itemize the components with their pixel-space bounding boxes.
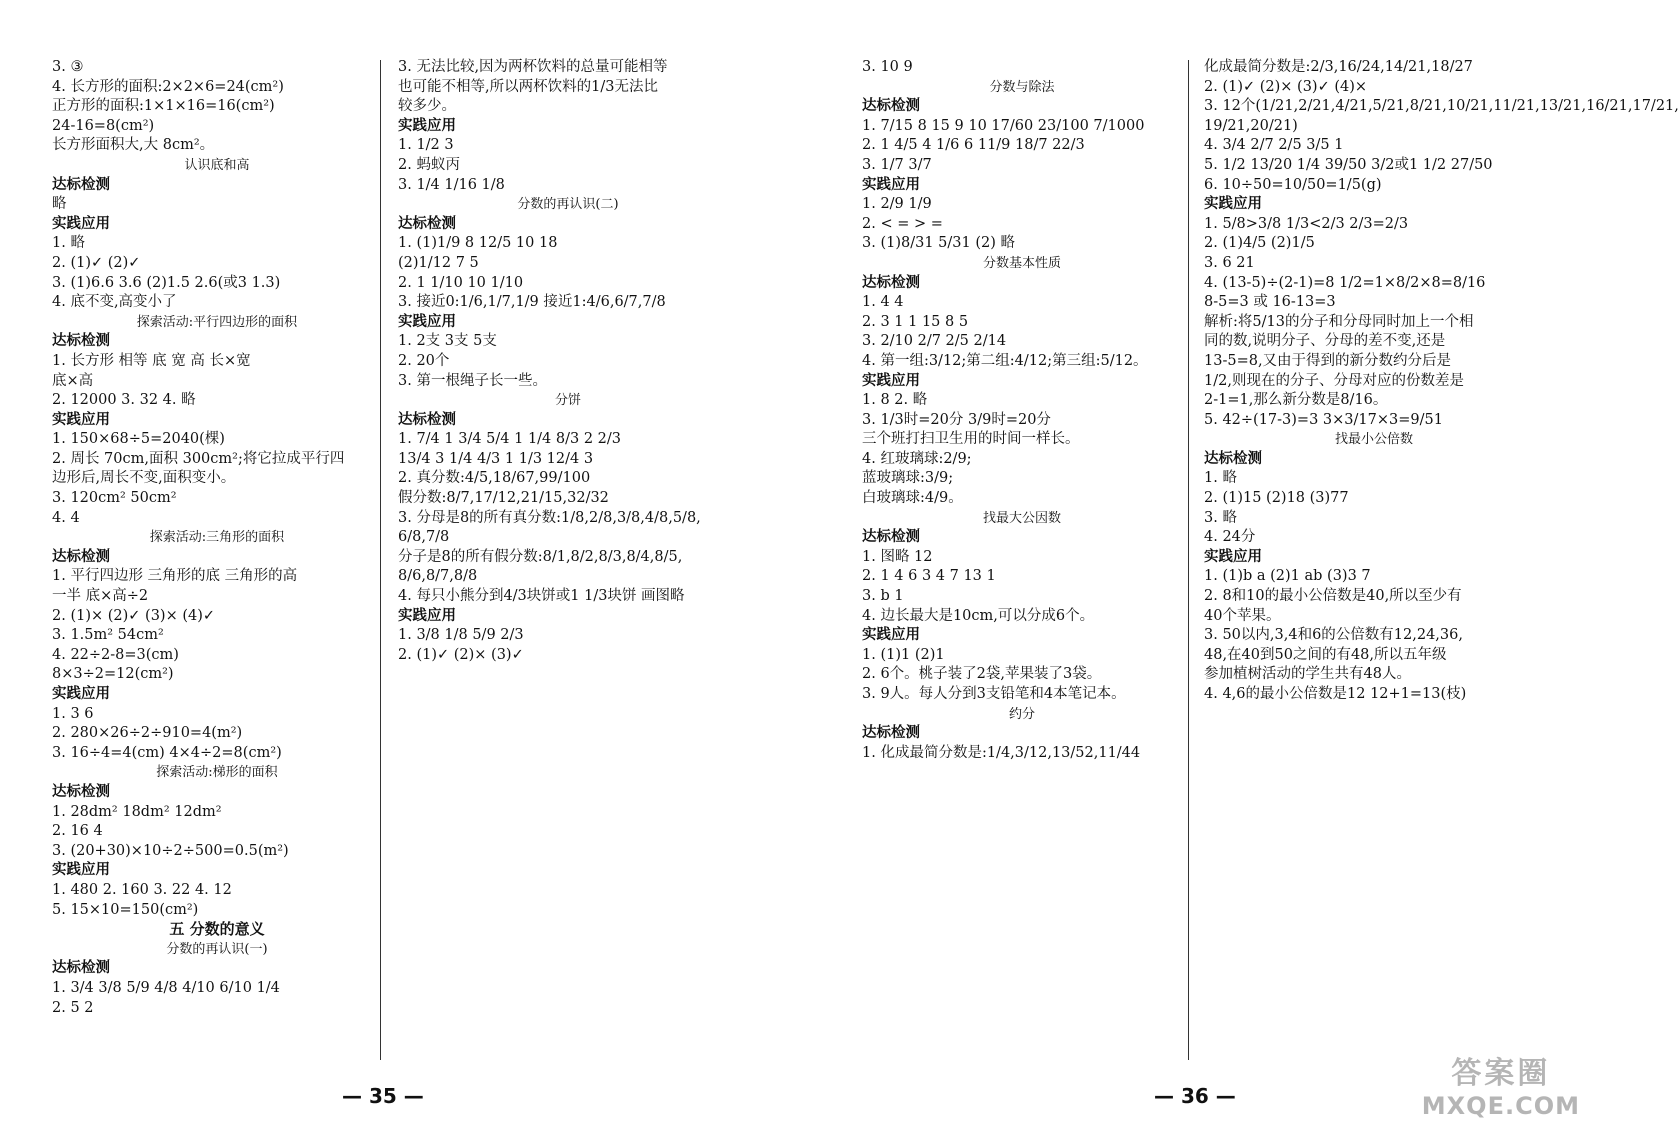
answer-line: 4. 22÷2-8=3(cm) [52, 646, 179, 663]
answer-line: 2. 280×26÷2÷910=4(m²) [52, 725, 243, 742]
answer-line: 2. 3 1 1 15 8 5 [862, 313, 969, 330]
topic-title: 分数的再认识(一) [166, 941, 268, 957]
topic-title: 分数的再认识(二) [517, 197, 619, 213]
answer-line: 4. 红玻璃球:2/9; [862, 450, 972, 467]
topic-title: 认识底和高 [184, 157, 250, 173]
answer-line: 2. 6个。桃子装了2袋,苹果装了3袋。 [862, 666, 1102, 683]
section-heading: 实践应用 [52, 686, 110, 702]
answer-line: 2. 蚂蚁丙 [398, 156, 460, 173]
answer-line: 1. (1)1 (2)1 [862, 646, 945, 663]
answer-line: 5. 1/2 13/20 1/4 39/50 3/2或1 1/2 27/50 [1204, 156, 1493, 173]
answer-line: 4. 底不变,高变小了 [52, 294, 177, 311]
answer-line: 2. (1)4/5 (2)1/5 [1204, 235, 1315, 252]
answer-line: 1. 480 2. 160 3. 22 4. 12 [52, 881, 232, 898]
section-heading: 实践应用 [862, 176, 920, 193]
answer-line: 1. 平行四边形 三角形的底 三角形的高 [52, 568, 298, 585]
answer-line: 边形后,周长不变,面积变小。 [52, 470, 236, 487]
answer-line: 19/21,20/21) [1204, 117, 1298, 134]
answer-line: 3. 1/7 3/7 [862, 156, 932, 173]
answer-line: 2. 12000 3. 32 4. 略 [52, 392, 196, 409]
answer-line: 1. 化成最简分数是:1/4,3/12,13/52,11/44 [862, 744, 1141, 761]
answer-line: 8/6,8/7,8/8 [398, 568, 478, 585]
answer-line: 3. 10 9 [862, 59, 913, 75]
section-heading: 实践应用 [398, 117, 456, 134]
answer-line: 13-5=8,又由于得到的新分数约分后是 [1204, 352, 1452, 369]
answer-line: 1. 长方形 相等 底 宽 高 长×宽 [52, 352, 251, 369]
answer-line: 2. (1)✓ (2)× (3)✓ [398, 646, 524, 663]
topic-title: 探索活动:梯形的面积 [156, 765, 278, 781]
answer-line: 1. 8 2. 略 [862, 392, 928, 409]
section-heading: 达标检测 [862, 98, 920, 115]
section-heading: 达标检测 [398, 411, 456, 428]
answer-line: 化成最简分数是:2/3,16/24,14/21,18/27 [1204, 59, 1473, 75]
answer-line: 4. 第一组:3/12;第二组:4/12;第三组:5/12。 [862, 352, 1148, 369]
answer-line: 3. 50以内,3,4和6的公倍数有12,24,36, [1204, 627, 1463, 644]
watermark-line-2: MXQE.COM [1421, 1092, 1580, 1120]
answer-line: 一半 底×高÷2 [52, 588, 149, 605]
section-heading: 达标检测 [52, 176, 110, 193]
answer-line: 1. 1/2 3 [398, 137, 454, 154]
answer-line: 4. 4,6的最小公倍数是12 12+1=13(枝) [1204, 686, 1467, 702]
answer-line: 3. 接近0:1/6,1/7,1/9 接近1:4/6,6/7,7/8 [398, 294, 666, 311]
answer-line: 1. 3/8 1/8 5/9 2/3 [398, 627, 524, 644]
answer-line: 3. (1)8/31 5/31 (2) 略 [862, 235, 1015, 252]
section-heading: 达标检测 [52, 548, 110, 565]
topic-title: 分饼 [554, 393, 581, 409]
answer-line: 8×3÷2=12(cm²) [52, 666, 174, 683]
answer-line: 同的数,说明分子、分母的差不变,还是 [1204, 333, 1446, 350]
answer-line: 40个苹果。 [1204, 607, 1281, 624]
section-heading: 达标检测 [862, 725, 920, 742]
answer-line: 底×高 [52, 372, 94, 389]
answer-line: 较多少。 [398, 98, 456, 115]
answer-line: 3. 9人。每人分到3支铅笔和4本笔记本。 [862, 686, 1126, 702]
answer-line: 3. 1/4 1/16 1/8 [398, 176, 505, 193]
answer-line: 3. 无法比较,因为两杯饮料的总量可能相等 [398, 59, 668, 75]
answer-line: 1. 3/4 3/8 5/9 4/8 4/10 6/10 1/4 [52, 979, 280, 996]
answer-line: 参加植树活动的学生共有48人。 [1204, 666, 1411, 683]
answer-line: 3. 第一根绳子长一些。 [398, 372, 547, 389]
left-column-2 [398, 58, 738, 665]
answer-line: 3. 16÷4=4(cm) 4×4÷2=8(cm²) [52, 744, 282, 761]
answer-line: 4. 3/4 2/7 2/5 3/5 1 [1204, 137, 1344, 154]
answer-line: 2. < = > = [862, 215, 943, 232]
section-heading: 实践应用 [1204, 548, 1262, 565]
section-heading: 实践应用 [862, 627, 920, 644]
section-heading: 达标检测 [862, 529, 920, 546]
chapter-title: 五 分数的意义 [169, 920, 265, 939]
answer-line: 3. 分母是8的所有真分数:1/8,2/8,3/8,4/8,5/8, [398, 509, 701, 526]
section-heading: 达标检测 [1204, 450, 1262, 467]
topic-title: 约分 [1008, 706, 1035, 722]
answer-line: 2. (1)15 (2)18 (3)77 [1204, 490, 1349, 507]
answer-line: 3. b 1 [862, 588, 904, 605]
answer-line: 48,在40到50之间的有48,所以五年级 [1204, 646, 1447, 663]
answer-line: 三个班打扫卫生用的时间一样长。 [862, 431, 1080, 448]
answer-line: 1/2,则现在的分子、分母对应的份数差是 [1204, 372, 1464, 389]
page-number-right: — 36 — [1154, 1084, 1236, 1108]
section-heading: 达标检测 [52, 333, 110, 350]
section-heading: 实践应用 [52, 862, 110, 879]
answer-line: 分子是8的所有假分数:8/1,8/2,8/3,8/4,8/5, [398, 548, 683, 565]
topic-title: 分数基本性质 [982, 255, 1061, 271]
answer-line: 1. 150×68÷5=2040(棵) [52, 431, 225, 448]
watermark-line-1: 答案圈 [1451, 1056, 1551, 1091]
topic-title: 探索活动:三角形的面积 [149, 530, 285, 546]
answer-line: 6/8,7/8 [398, 529, 450, 546]
section-heading: 达标检测 [52, 783, 110, 800]
answer-line: (2)1/12 7 5 [398, 254, 479, 271]
answer-line: 1. (1)b a (2)1 ab (3)3 7 [1204, 568, 1371, 585]
section-heading: 实践应用 [1204, 196, 1262, 213]
answer-line: 5. 15×10=150(cm²) [52, 901, 199, 918]
answer-line: 4. 长方形的面积:2×2×6=24(cm²) [52, 78, 284, 95]
column-divider [1188, 60, 1189, 1060]
answer-line: 2. 真分数:4/5,18/67,99/100 [398, 470, 591, 487]
answer-line: 2. 1 4/5 4 1/6 6 11/9 18/7 22/3 [862, 137, 1085, 154]
answer-line: 1. 4 4 [862, 294, 904, 311]
answer-line: 2. 20个 [398, 352, 450, 369]
answer-line: 2. 8和10的最小公倍数是40,所以至少有 [1204, 588, 1462, 605]
section-heading: 实践应用 [52, 215, 110, 232]
answer-line: 长方形面积大,大 8cm²。 [52, 137, 215, 154]
answer-line: 2. 16 4 [52, 823, 103, 840]
answer-line: 3. (20+30)×10÷2÷500=0.5(m²) [52, 842, 289, 859]
answer-line: 1. 5/8>3/8 1/3<2/3 2/3=2/3 [1204, 215, 1409, 232]
answer-line: 24-16=8(cm²) [52, 117, 155, 134]
answer-line: 3. 略 [1204, 509, 1237, 526]
answer-line: 4. 边长最大是10cm,可以分成6个。 [862, 607, 1095, 624]
answer-line: 2. (1)✓ (2)× (3)✓ (4)× [1204, 78, 1368, 95]
answer-line: 4. 24分 [1204, 529, 1256, 546]
answer-line: 略 [52, 196, 67, 213]
section-heading: 实践应用 [398, 607, 456, 624]
right-page [800, 0, 1679, 1126]
answer-line: 6. 10÷50=10/50=1/5(g) [1204, 176, 1382, 193]
answer-line: 3. ③ [52, 59, 84, 75]
answer-line: 2. (1)× (2)✓ (3)× (4)✓ [52, 607, 216, 624]
answer-line: 2. (1)✓ (2)✓ [52, 254, 141, 271]
section-heading: 达标检测 [52, 960, 110, 977]
section-heading: 达标检测 [862, 274, 920, 291]
answer-line: 3. 6 21 [1204, 254, 1255, 271]
answer-line: 3. 1/3时=20分 3/9时=20分 [862, 411, 1051, 428]
answer-line: 4. 每只小熊分到4/3块饼或1 1/3块饼 画图略 [398, 588, 685, 605]
answer-line: 3. 120cm² 50cm² [52, 490, 177, 507]
right-column-1 [862, 58, 1182, 763]
topic-title: 探索活动:平行四边形的面积 [136, 314, 298, 330]
answer-line: 1. 2支 3支 5支 [398, 333, 497, 350]
right-column-2 [1204, 58, 1679, 705]
answer-line: 3. 2/10 2/7 2/5 2/14 [862, 333, 1007, 350]
left-column-1 [52, 58, 382, 1018]
answer-line: 1. 图略 12 [862, 548, 933, 565]
answer-line: 8-5=3 或 16-13=3 [1204, 294, 1336, 311]
answer-line: 也可能不相等,所以两杯饮料的1/3无法比 [398, 78, 658, 95]
answer-line: 1. 7/15 8 15 9 10 17/60 23/100 7/1000 [862, 117, 1145, 134]
answer-line: 1. 略 [1204, 470, 1237, 487]
answer-line: 解析:将5/13的分子和分母同时加上一个相 [1204, 313, 1474, 330]
answer-line: 1. 28dm² 18dm² 12dm² [52, 803, 222, 820]
answer-line: 1. 2/9 1/9 [862, 196, 932, 213]
answer-line: 1. 3 6 [52, 705, 94, 722]
topic-title: 找最大公因数 [982, 510, 1061, 526]
answer-line: 5. 42÷(17-3)=3 3×3/17×3=9/51 [1204, 411, 1443, 428]
watermark-logo [1422, 1048, 1580, 1120]
answer-line: 1. 7/4 1 3/4 5/4 1 1/4 8/3 2 2/3 [398, 431, 622, 448]
section-heading: 实践应用 [862, 372, 920, 389]
answer-line: 4. 4 [52, 509, 80, 526]
column-divider [380, 60, 381, 1060]
answer-line: 2. 周长 70cm,面积 300cm²;将它拉成平行四 [52, 450, 345, 467]
section-heading: 实践应用 [52, 411, 110, 428]
answer-line: 白玻璃球:4/9。 [862, 490, 963, 507]
answer-line: 1. (1)1/9 8 12/5 10 18 [398, 235, 558, 252]
answer-line: 1. 略 [52, 235, 85, 252]
answer-line: 3. (1)6.6 3.6 (2)1.5 2.6(或3 1.3) [52, 274, 281, 291]
answer-line: 13/4 3 1/4 4/3 1 1/3 12/4 3 [398, 450, 594, 467]
answer-line: 假分数:8/7,17/12,21/15,32/32 [398, 490, 609, 507]
answer-line: 2-1=1,那么新分数是8/16。 [1204, 392, 1388, 409]
answer-line: 正方形的面积:1×1×16=16(cm²) [52, 98, 275, 115]
answer-line: 蓝玻璃球:3/9; [862, 470, 954, 487]
page-number-left: — 35 — [342, 1084, 424, 1108]
section-heading: 实践应用 [398, 313, 456, 330]
topic-title: 分数与除法 [989, 79, 1055, 95]
topic-title: 找最小公倍数 [1334, 432, 1413, 448]
answer-line: 2. 1 1/10 10 1/10 [398, 274, 524, 291]
answer-line: 4. (13-5)÷(2-1)=8 1/2=1×8/2×8=8/16 [1204, 274, 1486, 291]
answer-line: 2. 1 4 6 3 4 7 13 1 [862, 568, 996, 585]
section-heading: 达标检测 [398, 215, 456, 232]
answer-line: 2. 5 2 [52, 999, 94, 1016]
answer-line: 3. 12个(1/21,2/21,4/21,5/21,8/21,10/21,11/21,13/21,16/21,17/21, [1204, 98, 1679, 115]
answer-line: 3. 1.5m² 54cm² [52, 627, 164, 644]
left-page [0, 0, 800, 1126]
